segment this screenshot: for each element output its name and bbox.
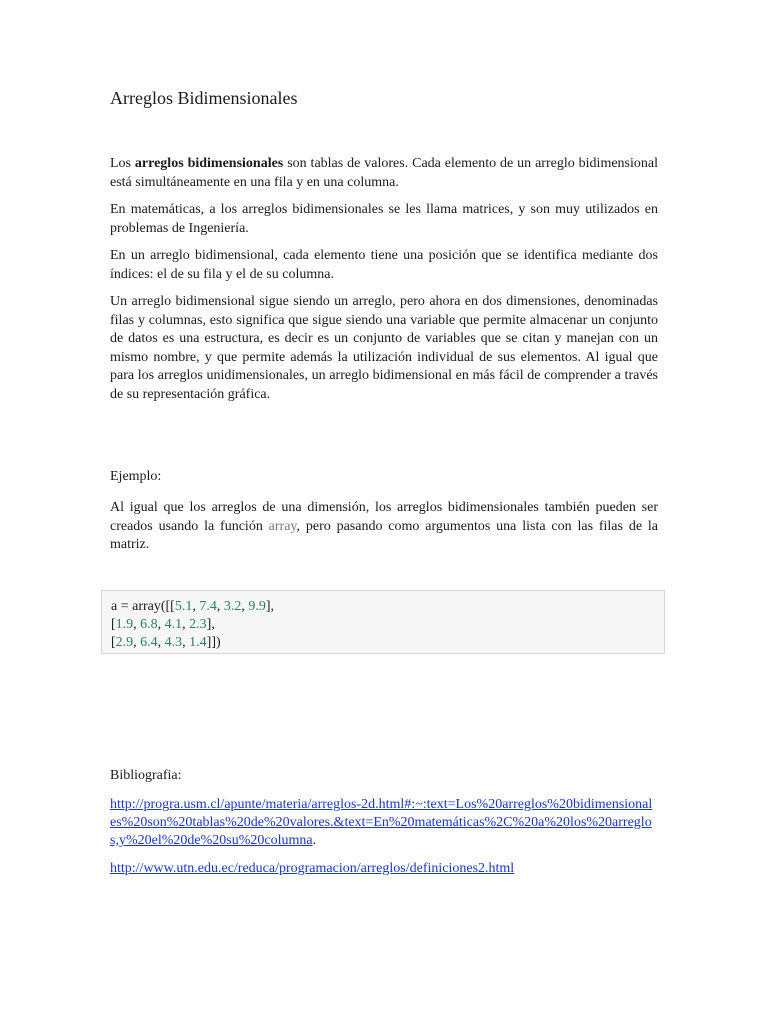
code-token: ], bbox=[265, 599, 275, 614]
bibliography-item bbox=[110, 796, 658, 850]
code-number: 9.9 bbox=[248, 599, 266, 614]
code-number: 4.1 bbox=[164, 617, 183, 632]
code-number: 6.8 bbox=[140, 617, 158, 632]
code-token: ]]) bbox=[206, 635, 221, 650]
paragraph-intro-prefix: Los bbox=[110, 156, 135, 171]
code-sep: , bbox=[157, 635, 165, 650]
code-number: 3.2 bbox=[223, 599, 242, 614]
code-number: 2.3 bbox=[189, 617, 207, 632]
bibliography-label: Bibliografia: bbox=[110, 768, 182, 783]
code-token: ], bbox=[206, 617, 215, 632]
code-sep: , bbox=[157, 617, 165, 632]
example-text-before: Al igual que los arreglos de una dimensión, los arreglos bidimensionales también pueden ser creados usando la función bbox=[110, 500, 658, 534]
code-number: 5.1 bbox=[174, 599, 193, 614]
code-line-2 bbox=[111, 616, 664, 634]
example-text bbox=[110, 499, 658, 555]
paragraph-matrices: En matemáticas, a los arreglos bidimensionales se les llama matrices, y son muy utilizados en problemas de Ingeniería. bbox=[110, 202, 658, 236]
inline-code-array: array bbox=[268, 518, 297, 534]
bibliography-link-utn[interactable]: http://www.utn.edu.ec/reduca/programacion/arreglos/definiciones2.html bbox=[110, 861, 515, 876]
paragraph-intro-bold: arreglos bidimensionales bbox=[134, 156, 284, 171]
body-text bbox=[110, 155, 658, 413]
paragraph-definition: Un arreglo bidimensional sigue siendo un arreglo, pero ahora en dos dimensiones, denominadas filas y columnas, esto significa que sigue siendo una variable que permite almacenar un conjunto de datos es una estructura, es decir es un conjunto de variables que se citan y manejan con un mismo nombre, y que permite además la utilización individual de sus elementos. Al igual que para los arreglos unidimensionales, un arreglo bidimensional en más fácil de comprender a través de su representación gráfica. bbox=[110, 294, 658, 402]
paragraph-indices: En un arreglo bidimensional, cada elemento tiene una posición que se identifica mediante dos índices: el de su fila y el de su columna. bbox=[110, 248, 658, 282]
code-sep: , bbox=[182, 617, 190, 632]
code-number: 2.9 bbox=[115, 635, 134, 650]
code-number: 1.9 bbox=[115, 617, 134, 632]
code-sep: , bbox=[192, 599, 200, 614]
bibliography-item bbox=[110, 860, 658, 878]
code-number: 7.4 bbox=[199, 599, 217, 614]
code-line-3 bbox=[111, 634, 664, 652]
code-sep: , bbox=[216, 599, 224, 614]
example-label: Ejemplo: bbox=[110, 469, 162, 484]
code-sep: , bbox=[182, 635, 190, 650]
bibliography-list bbox=[110, 796, 658, 888]
code-number: 1.4 bbox=[189, 635, 207, 650]
bibliography-link-usm[interactable]: http://progra.usm.cl/apunte/materia/arreglos-2d.html#:~:text=Los%20arreglos%20bidimensionales%20son%20tablas%20de%20valores.&text=En%20matemáticas%2C%20a%20los%20arreglos,y%20el%20de%20su%20columna bbox=[110, 797, 653, 848]
code-number: 6.4 bbox=[140, 635, 158, 650]
bibliography-trailing: . bbox=[312, 833, 317, 848]
code-block bbox=[101, 590, 665, 654]
example-text-after: , pero pasando como argumentos una lista con las filas de la matriz. bbox=[110, 518, 658, 552]
document-title: Arreglos Bidimensionales bbox=[110, 88, 298, 108]
code-sep: , bbox=[241, 599, 249, 614]
code-sep: , bbox=[133, 617, 141, 632]
code-line-1 bbox=[111, 598, 664, 616]
example-paragraph bbox=[110, 499, 658, 564]
paragraph-intro bbox=[110, 155, 658, 192]
code-number: 4.3 bbox=[164, 635, 183, 650]
paragraph-intro-suffix: son tablas de valores. Cada elemento de un arreglo bidimensional está simultáneamente en una fila y en una columna. bbox=[110, 156, 658, 190]
code-token: a = array([[ bbox=[111, 599, 175, 614]
code-token: [ bbox=[111, 635, 116, 650]
code-sep: , bbox=[133, 635, 141, 650]
code-token: [ bbox=[111, 617, 116, 632]
